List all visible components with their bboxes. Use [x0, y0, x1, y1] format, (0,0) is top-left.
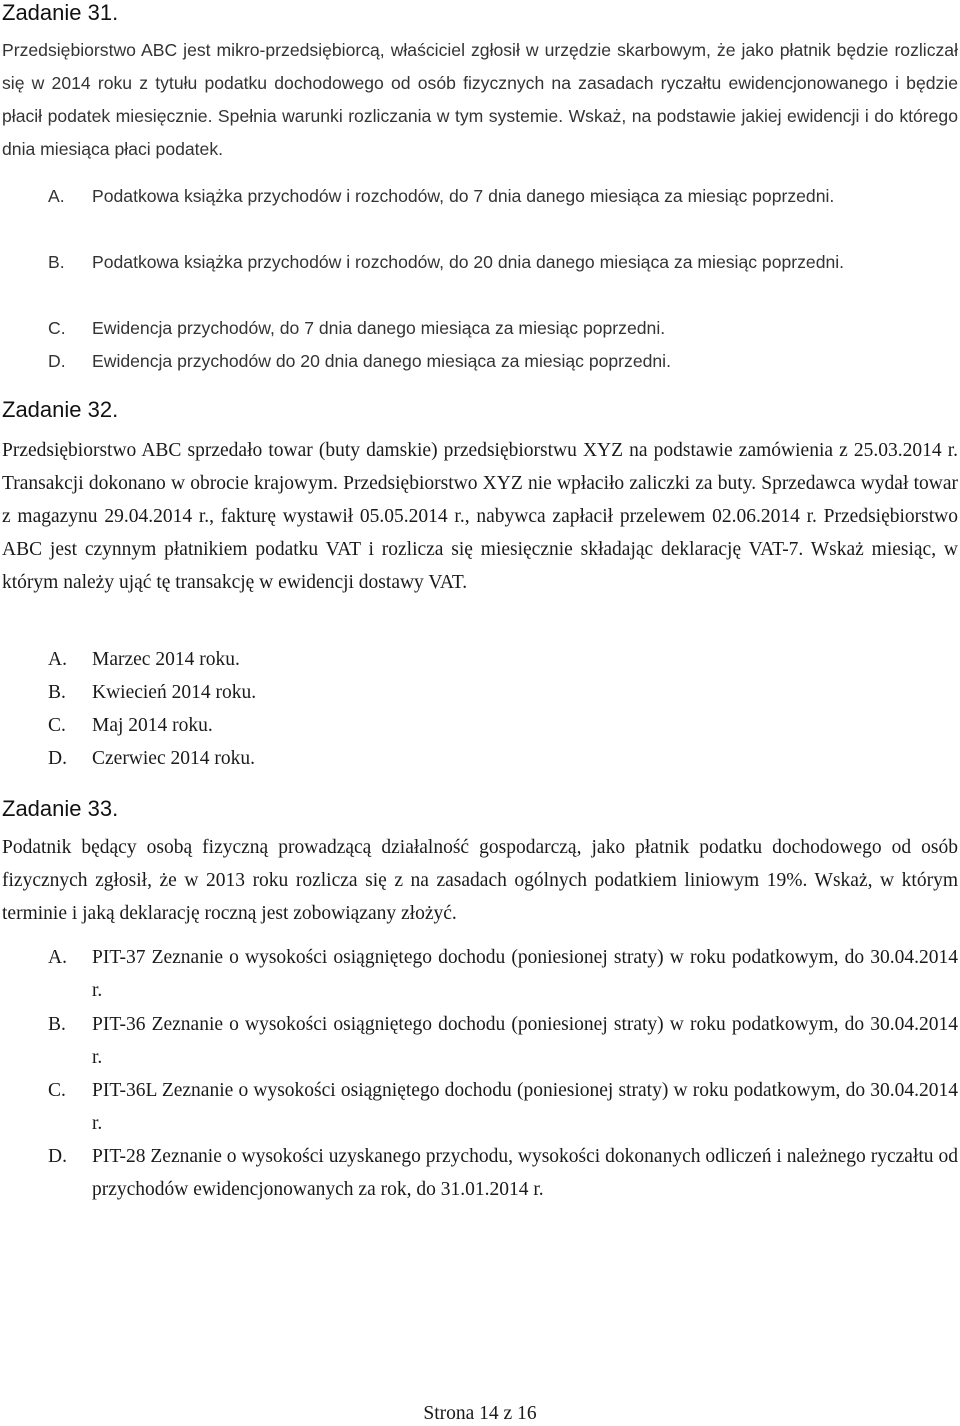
option-text: Podatkowa książka przychodów i rozchodów, do 20 dnia danego miesiąca za miesiąc poprzedni.	[92, 252, 845, 272]
task-31-option-a	[48, 180, 958, 213]
task-31-body: Przedsiębiorstwo ABC jest mikro-przedsiębiorcą, właściciel zgłosił w urzędzie skarbowym, że jako płatnik będzie rozliczał się w 2014 roku z tytułu podatku dochodowego od osób fizycznych na zasadach ryczałtu ewidencjonowanego i będzie płacił podatek miesięcznie. Spełnia warunki rozliczania w tym systemie. Wskaż, na podstawie jakiej ewidencji i do którego dnia miesiąca płaci podatek.	[2, 40, 958, 159]
task-32-option-b	[48, 676, 958, 709]
option-text: Kwiecień 2014 roku.	[92, 682, 257, 703]
option-letter: C.	[48, 1080, 66, 1101]
task-31-option-c	[48, 312, 958, 345]
option-text: Maj 2014 roku.	[92, 715, 213, 736]
task-33-option-c	[48, 1074, 958, 1140]
option-text: Ewidencja przychodów do 20 dnia danego miesiąca za miesiąc poprzedni.	[92, 351, 671, 371]
option-letter: D.	[48, 351, 66, 371]
task-32-option-a	[48, 643, 958, 676]
option-letter: A.	[48, 649, 67, 670]
task-33-option-b	[48, 1008, 958, 1074]
option-letter: B.	[48, 1014, 66, 1035]
option-text: PIT-36L Zeznanie o wysokości osiągniętego dochodu (poniesionej straty) w roku podatkowym, do 30.04.2014 r.	[92, 1080, 958, 1134]
task-31-title: Zadanie 31.	[2, 0, 119, 25]
task-33-option-d	[48, 1140, 958, 1206]
task-32-body: Przedsiębiorstwo ABC sprzedało towar (buty damskie) przedsiębiorstwu XYZ na podstawie zamówienia z 25.03.2014 r. Transakcji dokonano w obrocie krajowym. Przedsiębiorstwo XYZ nie wpłaciło zaliczki za buty. Sprzedawca wydał towar z magazynu 29.04.2014 r., fakturę wystawił 05.05.2014 r., nabywca zapłacił przelewem 02.06.2014 r. Przedsiębiorstwo ABC jest czynnym płatnikiem podatku VAT i rozlicza się miesięcznie składając deklarację VAT-7. Wskaż miesiąc, w którym należy ująć tę transakcję w ewidencji dostawy VAT.	[2, 440, 958, 593]
task-33-body: Podatnik będący osobą fizyczną prowadzącą działalność gospodarczą, jako płatnik podatku dochodowego od osób fizycznych zgłosił, że w 2013 roku rozlicza się z na zasadach ogólnych podatkiem liniowym 19%. Wskaż, w którym terminie i jaką deklarację roczną jest zobowiązany złożyć.	[2, 837, 958, 924]
option-text: Ewidencja przychodów, do 7 dnia danego miesiąca za miesiąc poprzedni.	[92, 318, 666, 338]
option-text: Marzec 2014 roku.	[92, 649, 240, 670]
option-letter: D.	[48, 1146, 67, 1167]
task-31-option-d	[48, 345, 958, 378]
task-32-option-d	[48, 742, 958, 775]
option-text: Podatkowa książka przychodów i rozchodów, do 7 dnia danego miesiąca za miesiąc poprzedni.	[92, 186, 835, 206]
task-33-title: Zadanie 33.	[2, 796, 119, 821]
option-letter: A.	[48, 947, 67, 968]
task-31-option-b	[48, 246, 958, 279]
option-text: PIT-28 Zeznanie o wysokości uzyskanego przychodu, wysokości dokonanych odliczeń i należnego ryczałtu od przychodów ewidencjonowanych za rok, do 31.01.2014 r.	[92, 1146, 958, 1200]
task-32-option-c	[48, 709, 958, 742]
task-32-title: Zadanie 32.	[2, 397, 119, 422]
option-letter: C.	[48, 318, 66, 338]
page-number: Strona 14 z 16	[423, 1403, 537, 1424]
task-33-option-a	[48, 941, 958, 1007]
option-letter: B.	[48, 682, 66, 703]
option-text: Czerwiec 2014 roku.	[92, 748, 255, 769]
option-letter: C.	[48, 715, 66, 736]
option-letter: A.	[48, 186, 65, 206]
option-text: PIT-37 Zeznanie o wysokości osiągniętego dochodu (poniesionej straty) w roku podatkowym, do 30.04.2014 r.	[92, 947, 958, 1001]
option-text: PIT-36 Zeznanie o wysokości osiągniętego dochodu (poniesionej straty) w roku podatkowym, do 30.04.2014 r.	[92, 1014, 958, 1068]
option-letter: D.	[48, 748, 67, 769]
option-letter: B.	[48, 252, 65, 272]
